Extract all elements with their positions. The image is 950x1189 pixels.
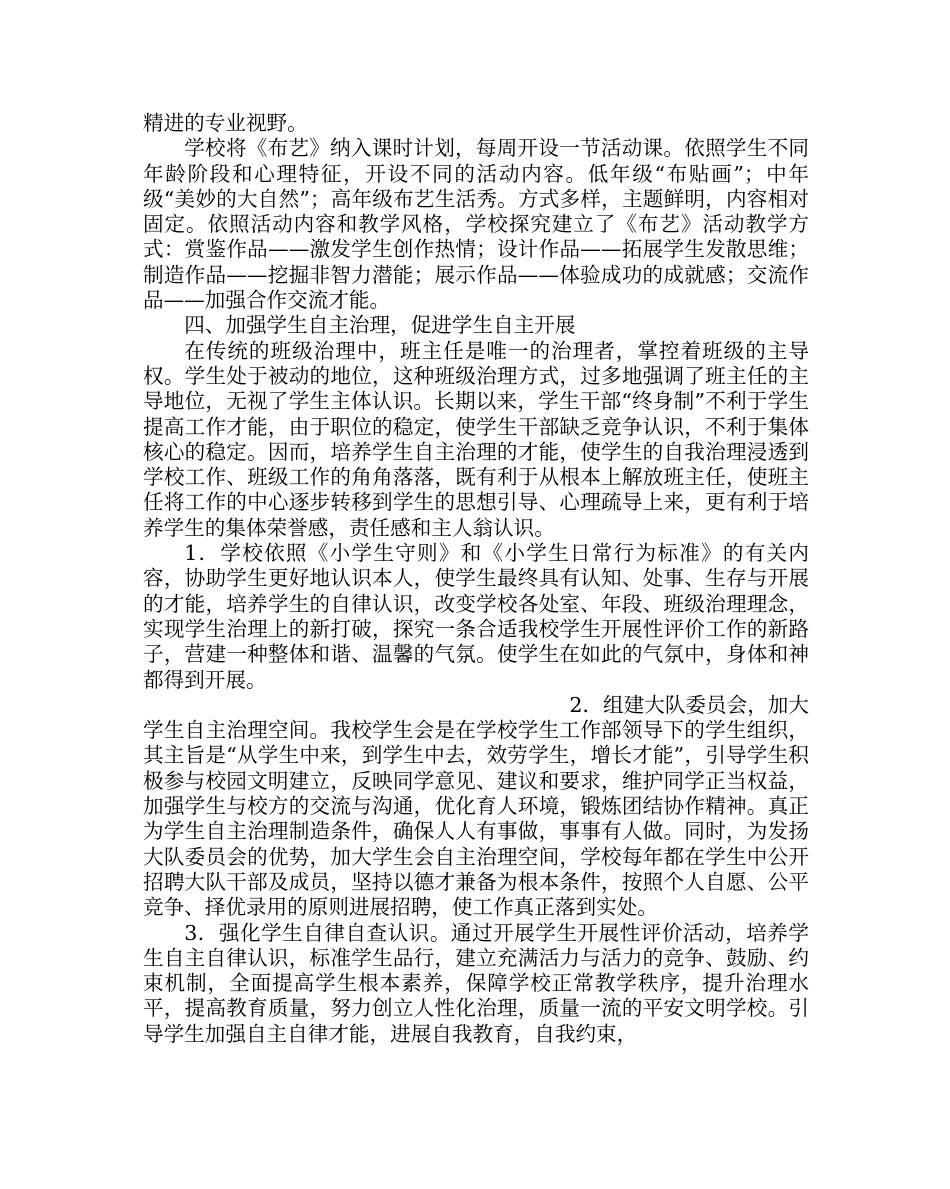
document-page bbox=[143, 111, 809, 1047]
paragraph-continuation: 精进的专业视野。 bbox=[143, 111, 308, 135]
paragraph-item-3: 3．强化学生自律自查认识。通过开展学生开展性评价活动，培养学生自主自律认识，标准学生品行，建立充满活力与活力的竞争、鼓励、约束机制，全面提高学生根本素养，保障学校正常教学秩序，提升治理水平，提高教育质量，努力创立人性化治理，质量一流的平安文明学校。引导学生加强自主自律才能，进展自我教育，自我约束， bbox=[143, 920, 809, 1046]
paragraph-item-2-head: 2．组建大队委员会，加大 bbox=[569, 692, 809, 717]
paragraph-item-2: 学生自主治理空间。我校学生会是在学校学生工作部领导下的学生组织，其主旨是“从学生中来，到学生中去，效劳学生，增长才能”，引导学生积极参与校园文明建立，反映同学意见、建议和要求，维护同学正当权益，加强学生与校方的交流与沟通，优化育人环境，锻炼团结协作精神。真正为学生自主治理制造条件，确保人人有事做，事事有人做。同时，为发扬大队委员会的优势，加大学生会自主治理空间，学校每年都在学生中公开招聘大队干部及成员，坚持以德才兼备为根本条件，按照个人自愿、公平竞争、择优录用的原则进展招聘，使工作真正落到实处。 bbox=[143, 718, 809, 920]
paragraph-cloth-art-curriculum: 学校将《布艺》纳入课时计划，每周开设一节活动课。依照学生不同年龄阶段和心理特征，开设不同的活动内容。低年级“布贴画”；中年级“美妙的大自然”；高年级布艺生活秀。方式多样，主题鲜明，内容相对固定。依照活动内容和教学风格，学校探究建立了《布艺》活动教学方式：赏鉴作品——激发学生创作热情；设计作品——拓展学生发散思维；制造作品——挖掘非智力潜能；展示作品——体验成功的成就感；交流作品——加强合作交流才能。 bbox=[143, 136, 809, 313]
paragraph-class-management: 在传统的班级治理中，班主任是唯一的治理者，掌控着班级的主导权。学生处于被动的地位，这种班级治理方式，过多地强调了班主任的主导地位，无视了学生主体认识。长期以来，学生干部“终身制”不利于学生提高工作才能，由于职位的稳定，使学生干部缺乏竞争认识，不利于集体核心的稳定。因而，培养学生自主治理的才能，使学生的自我治理浸透到学校工作、班级工作的角角落落，既有利于从根本上解放班主任，使班主任将工作的中心逐步转移到学生的思想引导、心理疏导上来，更有利于培养学生的集体荣誉感，责任感和主人翁认识。 bbox=[143, 338, 809, 540]
section-heading-four: 四、加强学生自主治理，促进学生自主开展 bbox=[184, 313, 576, 338]
paragraph-item-1: 1．学校依照《小学生守则》和《小学生日常行为标准》的有关内容，协助学生更好地认识本人，使学生最终具有认知、处事、生存与开展的才能，培养学生的自律认识，改变学校各处室、年段、班级治理理念，实现学生治理上的新打破，探究一条合适我校学生开展性评价工作的新路子，营建一种整体和谐、温馨的气氛。使学生在如此的气氛中，身体和神都得到开展。 bbox=[143, 541, 809, 692]
